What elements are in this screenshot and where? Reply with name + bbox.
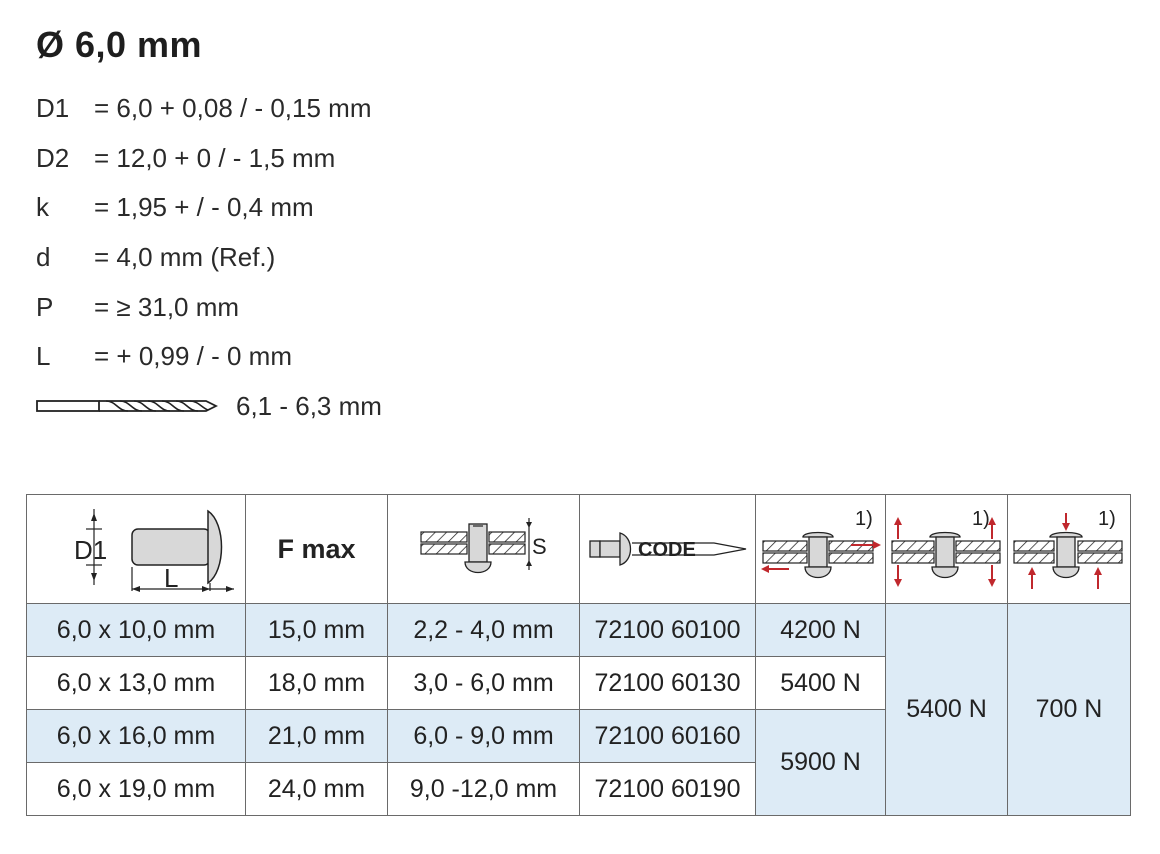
label-s: S (531, 534, 547, 559)
header-fmax: F max (246, 495, 388, 604)
rivet-table (26, 494, 1131, 816)
cell-grip: 6,0 - 9,0 mm (388, 710, 580, 763)
note-tensile: 1) (971, 508, 990, 530)
spec-key: D2 (36, 142, 70, 173)
note-shear: 1) (854, 508, 873, 530)
label-d1: D1 (74, 535, 108, 565)
spec-value: = ≥ 31,0 mm (94, 291, 240, 322)
cell-size: 6,0 x 13,0 mm (27, 657, 246, 710)
cell-shear: 5400 N (756, 657, 886, 710)
cell-size: 6,0 x 19,0 mm (27, 763, 246, 816)
header-shear (756, 495, 886, 604)
label-l: L (164, 563, 179, 593)
spec-row-k (36, 183, 382, 233)
header-clamp (1008, 495, 1131, 604)
header-code (580, 495, 756, 604)
rivet-code-icon (588, 529, 748, 569)
note-clamp: 1) (1098, 508, 1116, 530)
cell-fmax: 21,0 mm (246, 710, 388, 763)
cell-size: 6,0 x 10,0 mm (27, 604, 246, 657)
table-row (27, 604, 1131, 657)
cell-fmax: 24,0 mm (246, 763, 388, 816)
cell-fmax: 15,0 mm (246, 604, 388, 657)
spec-key: k (36, 192, 49, 223)
grip-range-icon (419, 514, 549, 584)
header-rivet-dimensions (27, 495, 246, 604)
table-header-row (27, 495, 1131, 604)
header-tensile (886, 495, 1008, 604)
spec-value: = 4,0 mm (Ref.) (94, 242, 276, 273)
cell-shear: 5900 N (756, 710, 886, 816)
cell-code: 72100 60100 (580, 604, 756, 657)
cell-fmax: 18,0 mm (246, 657, 388, 710)
tensile-strength-icon (888, 501, 1006, 597)
cell-grip: 2,2 - 4,0 mm (388, 604, 580, 657)
spec-row-d (36, 233, 382, 283)
rivet-dimensions-icon (36, 499, 236, 599)
cell-code: 72100 60190 (580, 763, 756, 816)
shear-strength-icon (759, 501, 883, 597)
drill-bit-icon (36, 396, 218, 416)
cell-code: 72100 60160 (580, 710, 756, 763)
clamp-force-icon (1010, 501, 1128, 597)
cell-clamp: 700 N (1008, 604, 1131, 816)
cell-grip: 3,0 - 6,0 mm (388, 657, 580, 710)
spec-row-l (36, 332, 382, 382)
header-grip-range (388, 495, 580, 604)
page-title: Ø 6,0 mm (36, 24, 203, 65)
spec-list (36, 84, 382, 431)
label-code: CODE (637, 539, 696, 561)
spec-key: d (36, 242, 51, 273)
drill-row (36, 382, 382, 432)
spec-row-d1 (36, 84, 382, 134)
spec-value: = 6,0 + 0,08 / - 0,15 mm (94, 93, 372, 124)
drill-value: 6,1 - 6,3 mm (236, 390, 382, 421)
cell-grip: 9,0 -12,0 mm (388, 763, 580, 816)
spec-key: L (36, 341, 51, 372)
spec-value: = 1,95 + / - 0,4 mm (94, 192, 314, 223)
cell-tensile: 5400 N (886, 604, 1008, 816)
spec-row-d2 (36, 134, 382, 184)
cell-shear: 4200 N (756, 604, 886, 657)
spec-value: = 12,0 + 0 / - 1,5 mm (94, 142, 336, 173)
cell-code: 72100 60130 (580, 657, 756, 710)
spec-value: = + 0,99 / - 0 mm (94, 341, 292, 372)
spec-key: P (36, 291, 54, 322)
spec-key: D1 (36, 93, 70, 124)
cell-size: 6,0 x 16,0 mm (27, 710, 246, 763)
spec-row-p (36, 282, 382, 332)
